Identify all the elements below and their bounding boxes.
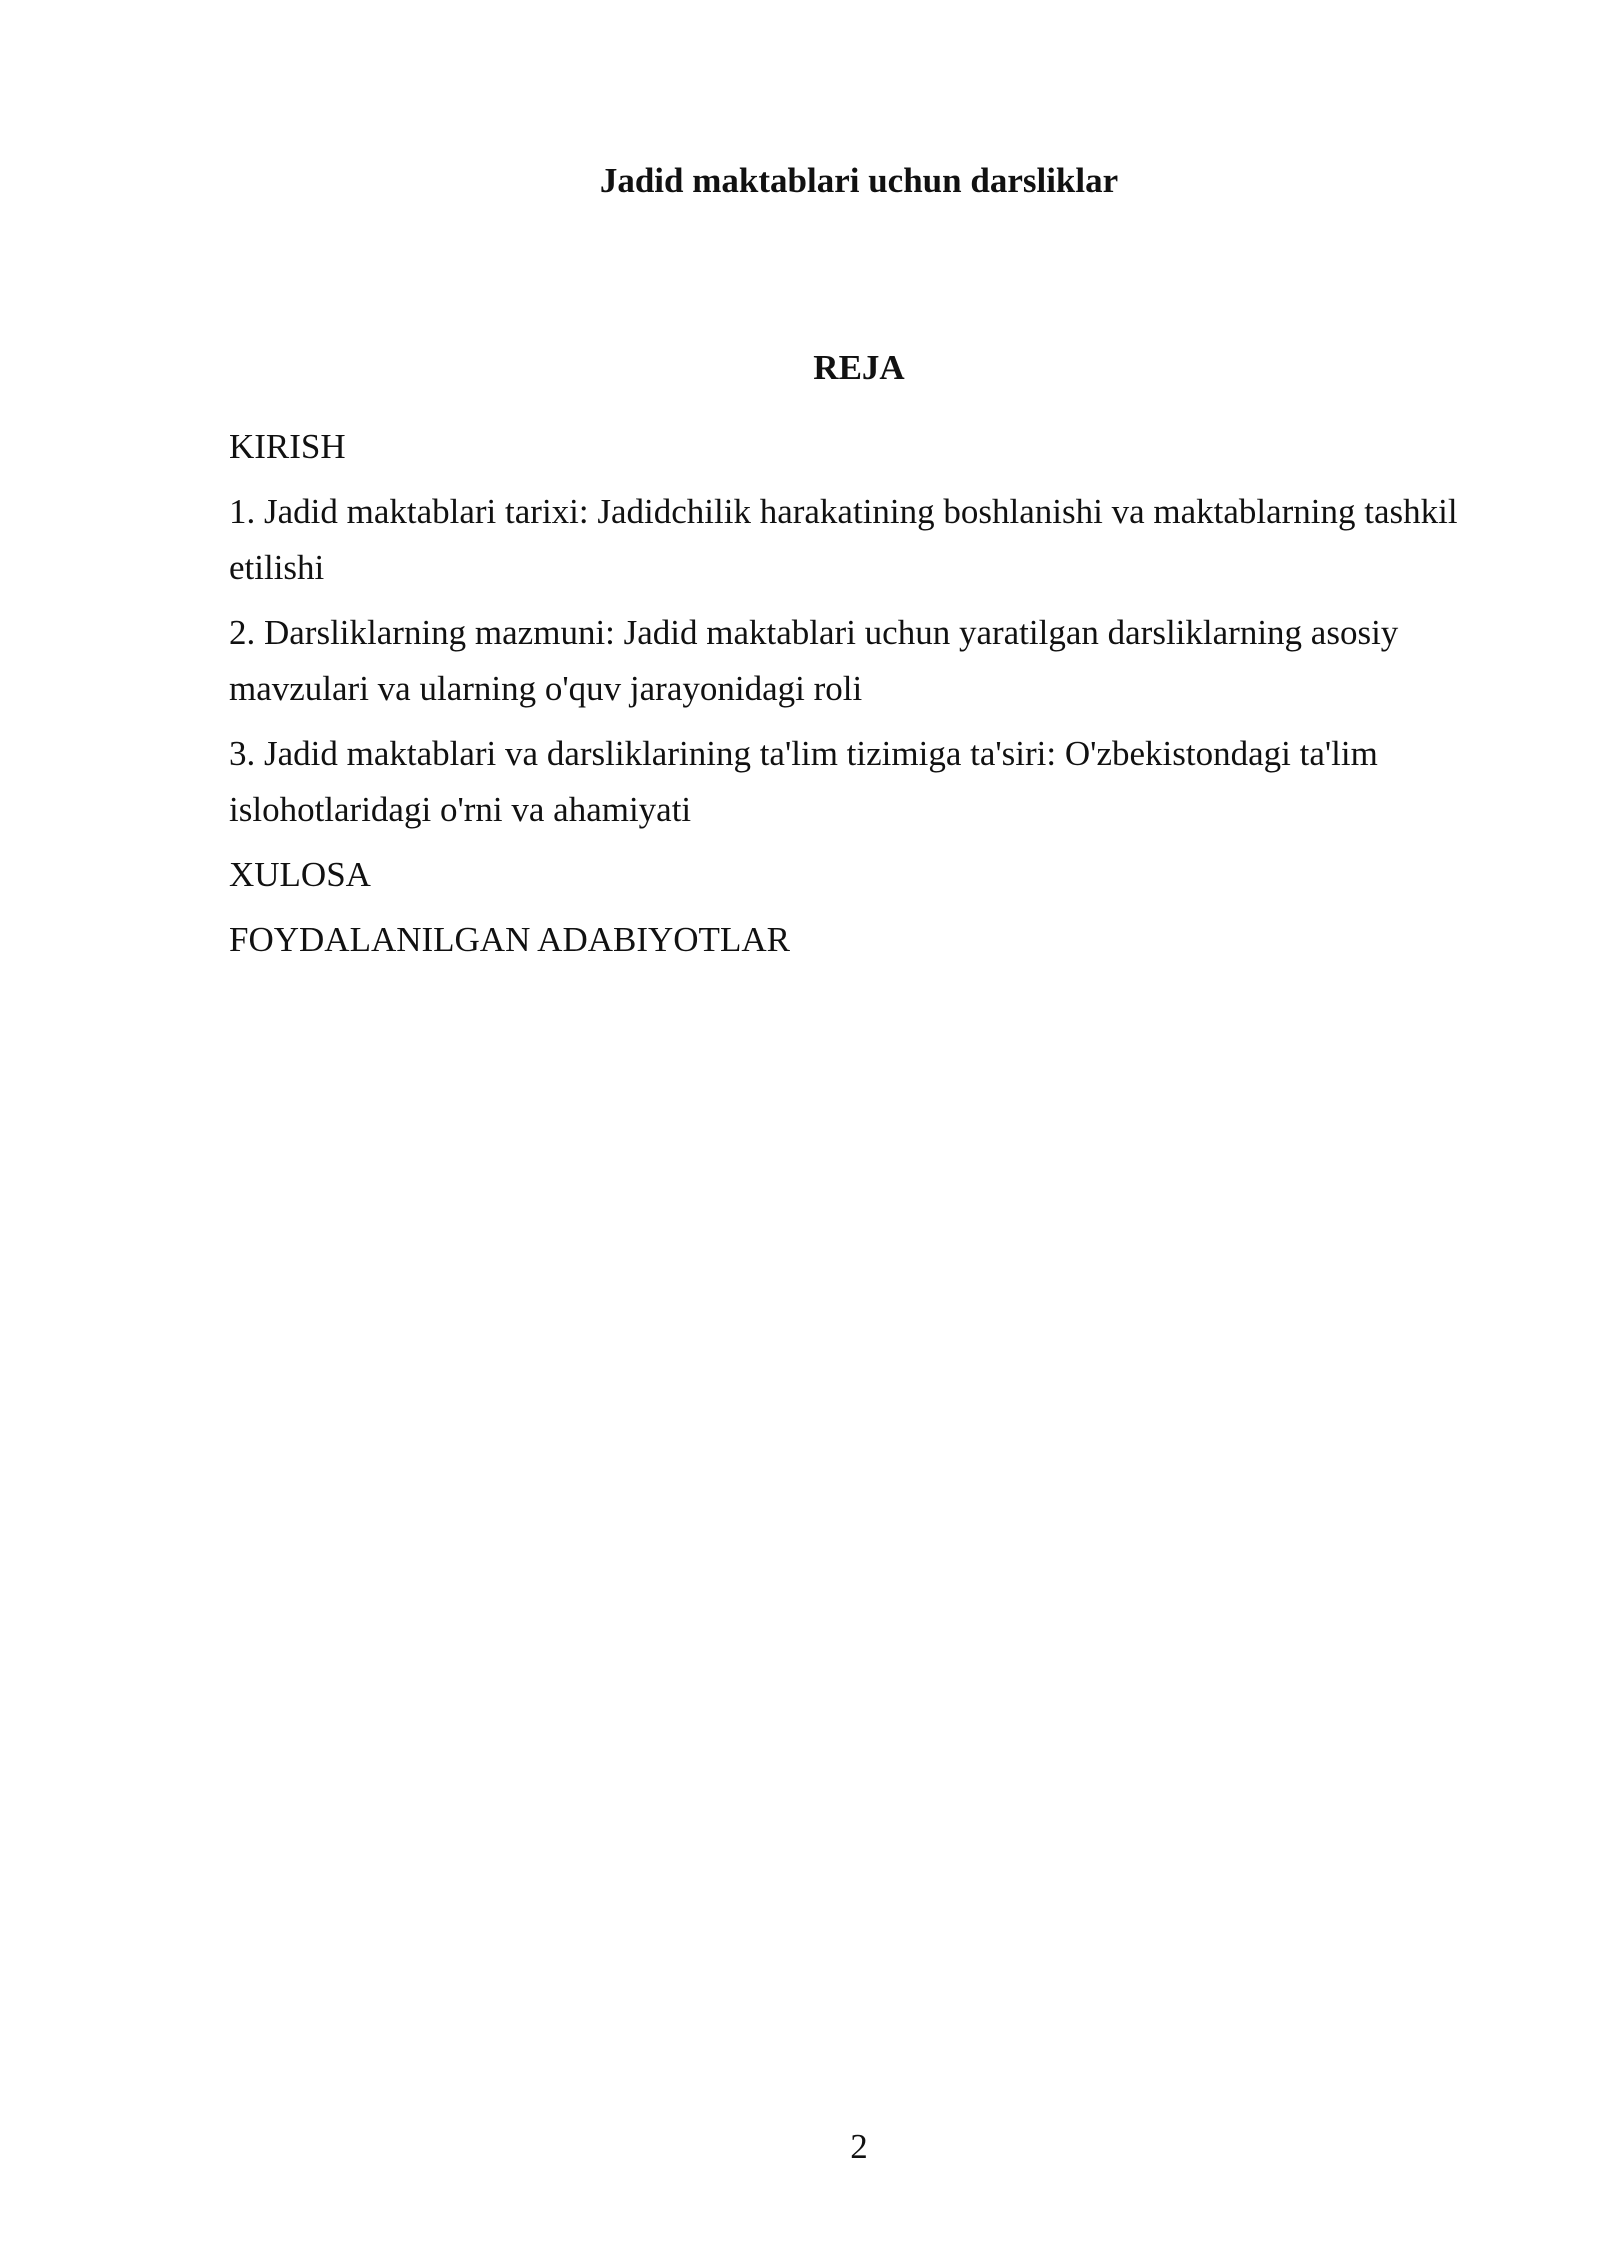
toc-item-section-2: 2. Darsliklarning mazmuni: Jadid maktablari uchun yaratilgan darsliklarning asosiy mavzulari va ularning o'quv jarayonidagi roli — [229, 613, 1399, 708]
toc-item-conclusion: XULOSA — [229, 855, 371, 894]
page-number: 2 — [850, 2127, 868, 2166]
toc-item-introduction: KIRISH — [229, 427, 346, 466]
toc-item-references: FOYDALANILGAN ADABIYOTLAR — [229, 920, 790, 959]
toc-item-section-1: 1. Jadid maktablari tarixi: Jadidchilik harakatining boshlanishi va maktablarning tashkil etilishi — [229, 492, 1458, 587]
toc-item-section-3: 3. Jadid maktablari va darsliklarining ta'lim tizimiga ta'siri: O'zbekistondagi ta'lim islohotlaridagi o'rni va ahamiyati — [229, 734, 1378, 829]
table-of-contents — [229, 419, 1529, 977]
document-title: Jadid maktablari uchun darsliklar — [599, 161, 1119, 200]
plan-heading: REJA — [813, 348, 905, 387]
